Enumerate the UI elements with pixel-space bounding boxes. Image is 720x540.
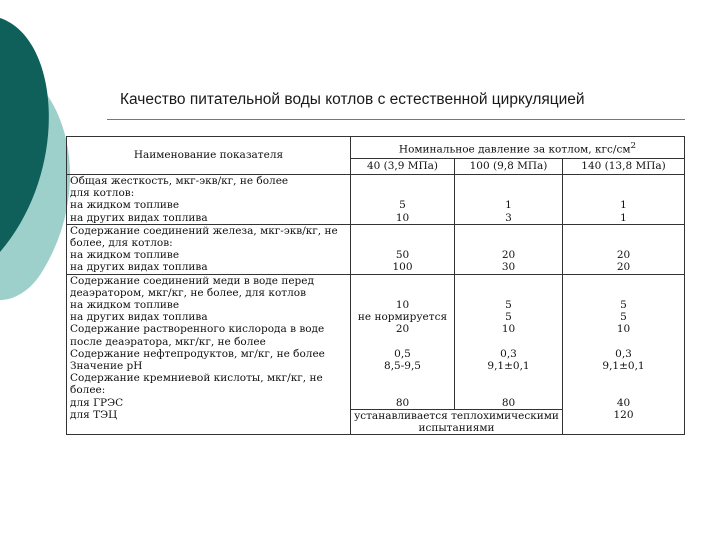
pressure-col-100: 100 (9,8 МПа): [455, 159, 563, 175]
value: 5: [620, 311, 627, 324]
pressure-header-text: Номинальное давление за котлом, кгс/см: [398, 143, 631, 156]
value: 80: [395, 396, 410, 409]
param-header: Наименование показателя: [67, 137, 351, 175]
merged-note-line: испытаниями: [418, 421, 495, 434]
value-cell: [563, 224, 685, 274]
value: 5: [505, 299, 512, 311]
param-line: Содержание кремниевой кислоты, мкг/кг, не: [70, 372, 323, 385]
value: 30: [501, 261, 516, 274]
param-line: на других видах топлива: [70, 211, 208, 224]
value-cell: [455, 175, 563, 225]
param-line: для ТЭЦ: [70, 408, 118, 421]
pressure-col-40: 40 (3,9 МПа): [351, 159, 455, 175]
value: 1: [505, 199, 512, 212]
water-quality-table: [66, 136, 685, 435]
value-cell: [351, 224, 455, 274]
param-line: для ГРЭС: [70, 396, 124, 409]
value: 9,1±0,1: [487, 360, 530, 372]
table-header-row: [67, 137, 685, 159]
value: 40: [616, 396, 631, 409]
title-divider: [107, 119, 685, 120]
param-line: после деаэратора, мкг/кг, не более: [70, 335, 266, 348]
value-cell: [563, 175, 685, 225]
value: 20: [616, 261, 631, 274]
param-line: Содержание растворенного кислорода в воде: [70, 323, 325, 336]
param-line: Содержание соединений железа, мкг-экв/кг, не: [70, 224, 338, 237]
param-line: Содержание нефтепродуктов, мг/кг, не более: [70, 347, 325, 360]
value: 0,3: [615, 347, 632, 360]
table-row: [67, 274, 685, 409]
value: 20: [395, 323, 410, 336]
value-cell: [455, 274, 563, 409]
value-cell: [351, 274, 455, 409]
merged-note-line: устанавливается теплохимическими: [354, 409, 559, 422]
value: 20: [616, 249, 631, 262]
param-line: Содержание соединений меди в воде перед: [70, 274, 314, 287]
param-line: Общая жесткость, мкг-экв/кг, не более: [70, 175, 289, 187]
value: 1: [620, 199, 627, 212]
value: 8,5-9,5: [384, 360, 421, 372]
value: 10: [616, 323, 631, 336]
pressure-col-140: 140 (13,8 МПа): [563, 159, 685, 175]
value: 5: [620, 299, 627, 311]
param-line: на других видах топлива: [70, 261, 208, 274]
param-iron: [67, 224, 351, 274]
param-line: деаэратором, мкг/кг, не более, для котлов: [70, 286, 306, 299]
value: 3: [505, 211, 512, 224]
value: 80: [501, 396, 516, 409]
param-line: для котлов:: [70, 187, 135, 200]
param-line: более, для котлов:: [70, 237, 173, 250]
param-line: на жидком топливе: [70, 199, 180, 212]
value-cell: [455, 224, 563, 274]
value-cell: [351, 175, 455, 225]
param-line: Значение pH: [70, 360, 143, 373]
value: 120: [613, 408, 634, 421]
value: 1: [620, 211, 627, 224]
value: 20: [501, 249, 516, 262]
value: 10: [395, 211, 410, 224]
value: 10: [501, 323, 516, 336]
merged-note-cell: [351, 409, 563, 434]
value: 5: [399, 199, 406, 212]
value: 100: [392, 261, 413, 274]
slide-title: Качество питательной воды котлов с естественной циркуляцией: [120, 91, 585, 108]
value: 10: [395, 299, 410, 311]
param-line: более:: [70, 384, 106, 397]
pressure-header: [351, 137, 685, 159]
param-copper-oxygen-oil-ph-silica: [67, 274, 351, 435]
value-cell: [563, 274, 685, 435]
value: 9,1±0,1: [602, 360, 645, 372]
pressure-header-sup: 2: [630, 140, 637, 151]
value: 50: [395, 249, 410, 262]
value: 0,5: [394, 347, 411, 360]
table-row: [67, 224, 685, 274]
value: 5: [505, 311, 512, 324]
table-row: [67, 175, 685, 225]
param-line: на других видах топлива: [70, 311, 208, 324]
value: не нормируется: [357, 311, 448, 324]
param-line: на жидком топливе: [70, 249, 180, 262]
param-line: на жидком топливе: [70, 299, 180, 312]
value: 0,3: [500, 347, 517, 360]
param-hardness: [67, 175, 351, 225]
